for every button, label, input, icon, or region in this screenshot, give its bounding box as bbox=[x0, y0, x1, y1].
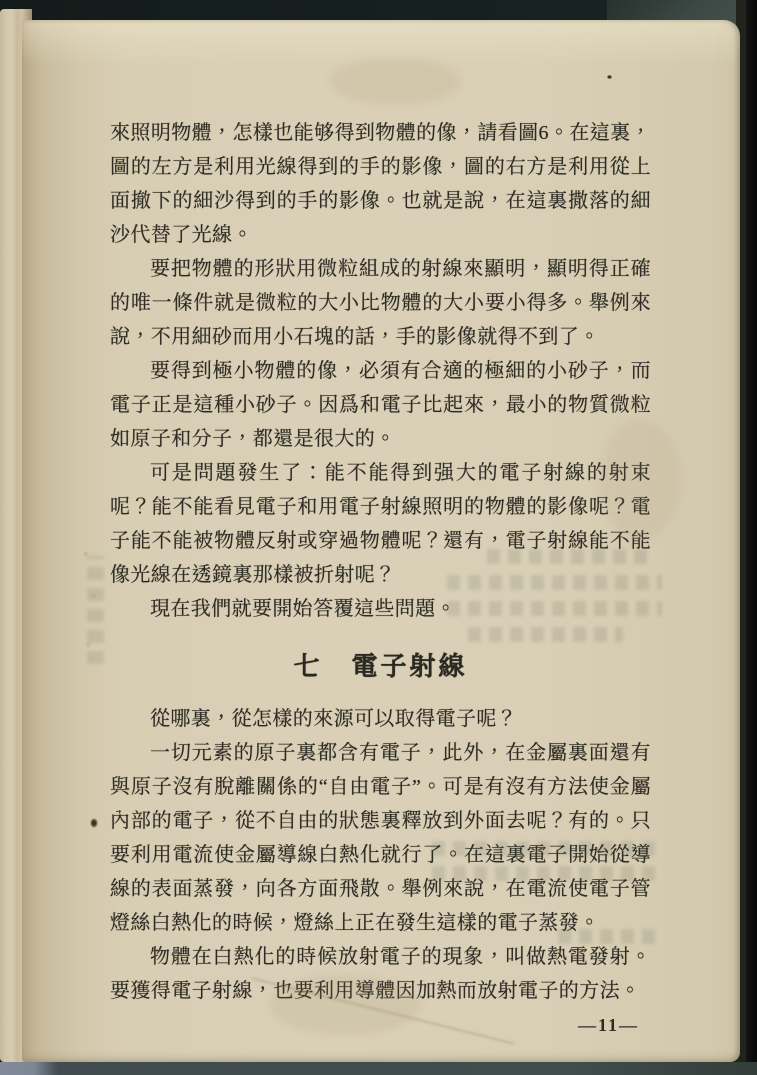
paragraph: 物體在白熱化的時候放射電子的現象，叫做熱電發射。要獲得電子射線，也要利用導體因加熱而放射電子的方法。 bbox=[110, 946, 651, 1002]
ink-blot bbox=[90, 818, 98, 828]
ghost-text-bleedthrough bbox=[558, 929, 662, 944]
ghost-text-bleedthrough bbox=[487, 549, 655, 564]
paragraph: 現在我們就要開始答覆這些問題。 bbox=[150, 598, 456, 620]
paragraph: 一切元素的原子裏都含有電子，此外，在金屬裏面還有與原子沒有脫離關係的“自由電子”。可是有沒有方法使金屬內部的電子，從不自由的狀態裏釋放到外面去呢？有的。只要利用電流使金屬導線白熱化就行了。在這裏電子開始從導線的表面蒸發，向各方面飛散。舉例來說，在電流使電子管燈絲白熱化的時候，燈絲上正在發生這樣的電子蒸發。 bbox=[110, 742, 651, 934]
paper-stain bbox=[600, 420, 680, 540]
paper-stain bbox=[270, 975, 420, 1035]
paragraph: 從哪裏，從怎樣的來源可以取得電子呢？ bbox=[150, 708, 518, 730]
ghost-text-bleedthrough bbox=[447, 575, 662, 590]
section-heading: 七 電子射線 bbox=[293, 652, 468, 681]
paragraph: 可是問題發生了：能不能得到强大的電子射線的射束呢？能不能看見電子和用電子射線照明的物體的影像呢？電子能不能被物體反射或穿過物體呢？還有，電子射線能不能像光線在透鏡裏那樣被折射呢？ bbox=[110, 462, 651, 586]
ghost-text-bleedthrough bbox=[432, 866, 662, 881]
book-cover-right bbox=[746, 0, 757, 1075]
paragraph: 要得到極小物體的像，必須有合適的極細的小砂子，而電子正是這種小砂子。因爲和電子比起來，最小的物質微粒如原子和分子，都還是很大的。 bbox=[110, 360, 651, 450]
paper-speckles bbox=[78, 540, 104, 680]
ghost-text-bleedthrough bbox=[432, 841, 662, 856]
ghost-text-bleedthrough bbox=[447, 601, 662, 616]
page-number: —11— bbox=[577, 1015, 639, 1035]
paragraph: 要把物體的形狀用微粒組成的射線來顯明，顯明得正確的唯一條件就是微粒的大小比物體的大小要小得多。舉例來說，不用細砂而用小石塊的話，手的影像就得不到了。 bbox=[110, 258, 651, 348]
ghost-text-bleedthrough bbox=[468, 627, 623, 642]
book-page bbox=[22, 20, 740, 1062]
paragraph: 來照明物體，怎樣也能够得到物體的像，請看圖6。在這裏，圖的左方是利用光線得到的手的影像，圖的右方是利用從上面撤下的細沙得到的手的影像。也就是說，在這裏撒落的細沙代替了光線。 bbox=[110, 122, 651, 246]
book-cover-bottom bbox=[0, 1062, 757, 1075]
paper-stain bbox=[330, 58, 460, 104]
ink-blot bbox=[607, 75, 612, 79]
